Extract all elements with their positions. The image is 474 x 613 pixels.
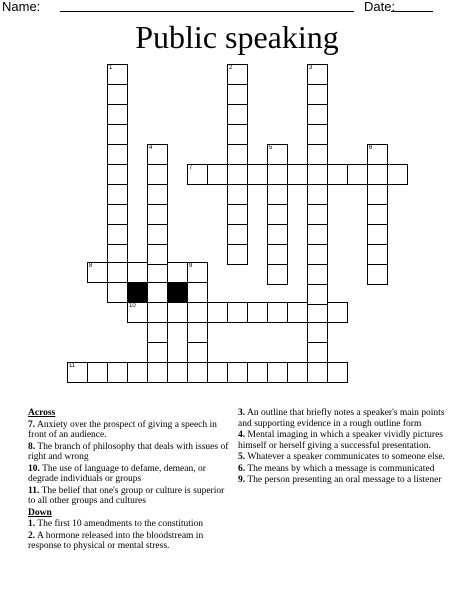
clue-num: 8. bbox=[28, 441, 36, 452]
grid-cell[interactable] bbox=[147, 184, 168, 205]
grid-cell[interactable] bbox=[147, 262, 168, 283]
grid-cell[interactable] bbox=[227, 204, 248, 225]
clue-text: The branch of philosophy that deals with issues of right and wrong bbox=[28, 441, 229, 462]
grid-cell[interactable] bbox=[227, 124, 248, 145]
clue-num: 10. bbox=[28, 463, 40, 474]
grid-cell[interactable] bbox=[367, 204, 388, 225]
grid-cell[interactable] bbox=[367, 244, 388, 265]
grid-cell[interactable] bbox=[367, 164, 388, 185]
puzzle-title: Public speaking bbox=[135, 19, 339, 55]
grid-cell[interactable] bbox=[247, 164, 268, 185]
grid-cell[interactable] bbox=[287, 362, 308, 383]
clue-number: 3 bbox=[309, 65, 313, 71]
down-clue bbox=[238, 452, 448, 463]
grid-cell[interactable] bbox=[147, 204, 168, 225]
grid-cell[interactable] bbox=[107, 262, 128, 283]
grid-cell[interactable] bbox=[307, 322, 328, 343]
down-clue bbox=[238, 464, 448, 475]
grid-cell[interactable] bbox=[107, 184, 128, 205]
grid-cell[interactable] bbox=[207, 362, 228, 383]
grid-cell[interactable] bbox=[247, 362, 268, 383]
across-clue bbox=[28, 420, 230, 441]
grid-cell[interactable] bbox=[107, 204, 128, 225]
grid-cell[interactable] bbox=[267, 184, 288, 205]
grid-cell[interactable] bbox=[267, 244, 288, 265]
grid-cell[interactable] bbox=[227, 184, 248, 205]
grid-cell[interactable] bbox=[227, 362, 248, 383]
grid-cell[interactable] bbox=[227, 64, 248, 85]
clue-text: A hormone released into the bloodstream in response to physical or mental stress. bbox=[28, 530, 204, 551]
clue-number: 2 bbox=[229, 65, 233, 71]
grid-cell[interactable] bbox=[187, 322, 208, 343]
clue-text: The belief that one's group or culture is superior to all other groups and cultures bbox=[28, 485, 225, 506]
grid-cell[interactable] bbox=[187, 262, 208, 283]
grid-cell[interactable] bbox=[367, 184, 388, 205]
clue-text: The person presenting an oral message to a listener bbox=[247, 475, 442, 485]
grid-cell[interactable] bbox=[147, 282, 168, 303]
grid-cell[interactable] bbox=[167, 302, 188, 323]
clue-num: 3. bbox=[238, 408, 246, 418]
grid-cell[interactable] bbox=[307, 204, 328, 225]
grid-cell[interactable] bbox=[127, 302, 148, 323]
clue-number: 6 bbox=[369, 145, 373, 151]
grid-cell[interactable] bbox=[227, 244, 248, 265]
across-heading: Across bbox=[28, 408, 56, 418]
grid-cell[interactable] bbox=[307, 84, 328, 105]
grid-cell[interactable] bbox=[227, 164, 248, 185]
grid-cell[interactable] bbox=[347, 164, 368, 185]
grid-cell[interactable] bbox=[107, 362, 128, 383]
grid-cell[interactable] bbox=[307, 224, 328, 245]
grid-cell[interactable] bbox=[367, 144, 388, 165]
grid-cell[interactable] bbox=[307, 104, 328, 125]
grid-cell[interactable] bbox=[247, 302, 268, 323]
grid-cell[interactable] bbox=[367, 224, 388, 245]
grid-cell[interactable] bbox=[307, 284, 328, 305]
grid-cell[interactable] bbox=[327, 362, 348, 383]
grid-cell[interactable] bbox=[267, 264, 288, 285]
grid-cell[interactable] bbox=[87, 262, 108, 283]
grid-cell[interactable] bbox=[267, 302, 288, 323]
name-label: Name: bbox=[2, 0, 41, 14]
clue-num: 2. bbox=[28, 530, 36, 541]
clue-number: 8 bbox=[89, 263, 93, 269]
grid-cell[interactable] bbox=[147, 164, 168, 185]
grid-cell[interactable] bbox=[307, 362, 328, 383]
grid-cell[interactable] bbox=[147, 244, 168, 265]
grid-cell[interactable] bbox=[107, 104, 128, 125]
down-clue bbox=[28, 519, 230, 530]
grid-cell[interactable] bbox=[327, 302, 348, 323]
grid-cell[interactable] bbox=[387, 164, 408, 185]
grid-cell[interactable] bbox=[307, 164, 328, 185]
across-clue bbox=[28, 464, 230, 485]
grid-cell[interactable] bbox=[287, 164, 308, 185]
date-label: Date: bbox=[364, 0, 396, 14]
clue-num: 7. bbox=[28, 419, 36, 430]
grid-cell[interactable] bbox=[187, 362, 208, 383]
clue-text: The use of language to defame, demean, or degrade individuals or groups bbox=[28, 463, 206, 484]
across-clue bbox=[28, 442, 230, 463]
clue-num: 1. bbox=[28, 519, 36, 529]
clue-num: 11. bbox=[28, 485, 40, 496]
grid-cell[interactable] bbox=[227, 224, 248, 245]
grid-cell[interactable] bbox=[167, 362, 188, 383]
grid-cell[interactable] bbox=[227, 302, 248, 323]
grid-cell[interactable] bbox=[307, 144, 328, 165]
grid-cell[interactable] bbox=[227, 104, 248, 125]
grid-cell[interactable] bbox=[147, 362, 168, 383]
grid-cell[interactable] bbox=[107, 224, 128, 245]
grid-cell[interactable] bbox=[307, 342, 328, 363]
grid-cell[interactable] bbox=[87, 362, 108, 383]
clue-number: 9 bbox=[189, 263, 193, 269]
grid-cell[interactable] bbox=[147, 342, 168, 363]
grid-cell[interactable] bbox=[107, 144, 128, 165]
clue-text: Whatever a speaker communicates to someone else. bbox=[247, 452, 445, 462]
grid-cell[interactable] bbox=[107, 84, 128, 105]
grid-cell[interactable] bbox=[187, 342, 208, 363]
clue-num: 4. bbox=[238, 430, 246, 440]
down-clue bbox=[238, 475, 448, 486]
clues-right-column bbox=[238, 408, 448, 487]
grid-cell[interactable] bbox=[307, 124, 328, 145]
grid-cell[interactable] bbox=[327, 164, 348, 185]
grid-cell[interactable] bbox=[147, 224, 168, 245]
grid-cell[interactable] bbox=[307, 244, 328, 265]
grid-cell[interactable] bbox=[147, 302, 168, 323]
grid-cell[interactable] bbox=[127, 362, 148, 383]
clue-num: 5. bbox=[238, 452, 246, 462]
grid-cell[interactable] bbox=[287, 302, 308, 323]
grid-cell[interactable] bbox=[187, 282, 208, 303]
across-clue bbox=[28, 486, 230, 507]
clue-text: An outline that briefly notes a speaker's main points and supporting evidence in a rough outline form bbox=[238, 408, 445, 429]
clue-number: 7 bbox=[189, 165, 193, 171]
black-square bbox=[167, 282, 187, 302]
clue-number: 11 bbox=[69, 363, 76, 369]
grid-cell[interactable] bbox=[107, 124, 128, 145]
grid-cell[interactable] bbox=[207, 302, 228, 323]
grid-cell[interactable] bbox=[167, 262, 188, 283]
grid-cell[interactable] bbox=[267, 144, 288, 165]
grid-cell[interactable] bbox=[267, 164, 288, 185]
grid-cell[interactable] bbox=[107, 164, 128, 185]
clue-text: Anxiety over the prospect of giving a speech in front of an audience. bbox=[28, 419, 217, 440]
down-heading: Down bbox=[28, 507, 52, 518]
grid-cell[interactable] bbox=[227, 84, 248, 105]
grid-cell[interactable] bbox=[307, 264, 328, 285]
grid-cell[interactable] bbox=[127, 262, 148, 283]
grid-cell[interactable] bbox=[267, 224, 288, 245]
grid-cell[interactable] bbox=[147, 144, 168, 165]
grid-cell[interactable] bbox=[307, 302, 328, 323]
grid-cell[interactable] bbox=[107, 282, 128, 303]
clue-number: 10 bbox=[129, 303, 136, 309]
grid-cell[interactable] bbox=[227, 144, 248, 165]
grid-cell[interactable] bbox=[307, 64, 328, 85]
clue-num: 6. bbox=[238, 463, 246, 474]
grid-cell[interactable] bbox=[107, 64, 128, 85]
clue-text: The means by which a message is communicated bbox=[247, 463, 435, 474]
down-clue bbox=[238, 430, 448, 451]
grid-cell[interactable] bbox=[367, 264, 388, 285]
down-clue bbox=[28, 531, 230, 552]
grid-cell[interactable] bbox=[207, 164, 228, 185]
grid-cell[interactable] bbox=[147, 322, 168, 343]
clue-number: 5 bbox=[269, 145, 273, 151]
grid-cell[interactable] bbox=[307, 184, 328, 205]
clue-num: 9. bbox=[238, 475, 246, 485]
clues-left-column bbox=[28, 408, 230, 553]
clue-text: The first 10 amendments to the constitution bbox=[37, 519, 204, 529]
grid-cell[interactable] bbox=[67, 362, 88, 383]
clue-number: 4 bbox=[149, 145, 153, 151]
grid-cell[interactable] bbox=[187, 164, 208, 185]
down-clue bbox=[238, 408, 448, 429]
clue-text: Mental imaging in which a speaker vividly pictures himself or herself giving a successful presentation. bbox=[238, 430, 443, 451]
grid-cell[interactable] bbox=[267, 204, 288, 225]
grid-cell[interactable] bbox=[187, 302, 208, 323]
black-square bbox=[127, 282, 147, 302]
clue-number: 1 bbox=[109, 65, 113, 71]
grid-cell[interactable] bbox=[267, 362, 288, 383]
